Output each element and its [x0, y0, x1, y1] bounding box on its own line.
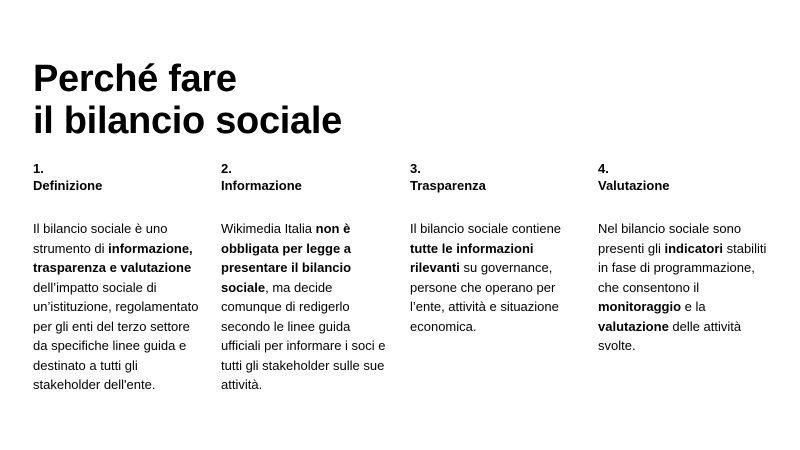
column-trasparenza — [410, 160, 585, 349]
body-segment-bold: informazione, trasparenza e valutazione — [33, 240, 193, 275]
column-number: 4. — [598, 161, 609, 176]
body-segment: Wikimedia Italia — [221, 221, 316, 236]
body-segment: stabiliti in fase di programmazione, che consentono il — [598, 240, 767, 295]
body-segment-bold: monitoraggio — [598, 299, 682, 314]
column-body — [33, 219, 205, 395]
column-heading: Definizione — [33, 178, 103, 193]
column-heading: Valutazione — [598, 178, 670, 193]
body-segment-bold: indicatori — [664, 240, 723, 256]
body-segment: Nel bilancio sociale sono presenti gli — [598, 221, 742, 256]
column-number: 1. — [33, 161, 44, 176]
body-segment-bold: valutazione — [598, 318, 669, 334]
body-segment: Il bilancio sociale è uno strumento di — [33, 221, 168, 256]
column-body — [221, 219, 393, 395]
body-segment-bold: non è obbligata per legge a presentare il bilancio sociale — [221, 221, 352, 295]
body-segment: Il bilancio sociale contiene — [410, 221, 562, 236]
body-segment: e la — [681, 299, 706, 314]
column-heading: Informazione — [221, 178, 302, 193]
column-valutazione — [598, 160, 773, 369]
column-informazione — [221, 160, 396, 408]
body-segment: , ma decide comunque di redigerlo secondo le linee guida ufficiali per informare i soci e tutti gli stakeholder sulle sue attività. — [221, 279, 386, 392]
page-title — [33, 58, 342, 142]
body-segment: su governance, persone che operano per l’ente, attività e situazione economica. — [410, 260, 559, 334]
column-definizione — [33, 160, 208, 408]
column-number: 3. — [410, 161, 421, 176]
page-title-line-1: Perché fare — [33, 58, 237, 100]
column-body — [410, 219, 582, 336]
column-heading: Trasparenza — [410, 178, 486, 193]
body-segment: dell’impatto sociale di un’istituzione, regolamentato per gli enti del terzo settore da specifiche linee guida e destinato a tutti gli stakeholder dell'ente. — [33, 279, 199, 392]
body-segment: delle attività svolte. — [598, 318, 742, 353]
column-number: 2. — [221, 161, 232, 176]
page-title-line-2: il bilancio sociale — [33, 100, 342, 142]
body-segment-bold: tutte le informazioni rilevanti — [410, 240, 534, 275]
column-body — [598, 219, 770, 356]
